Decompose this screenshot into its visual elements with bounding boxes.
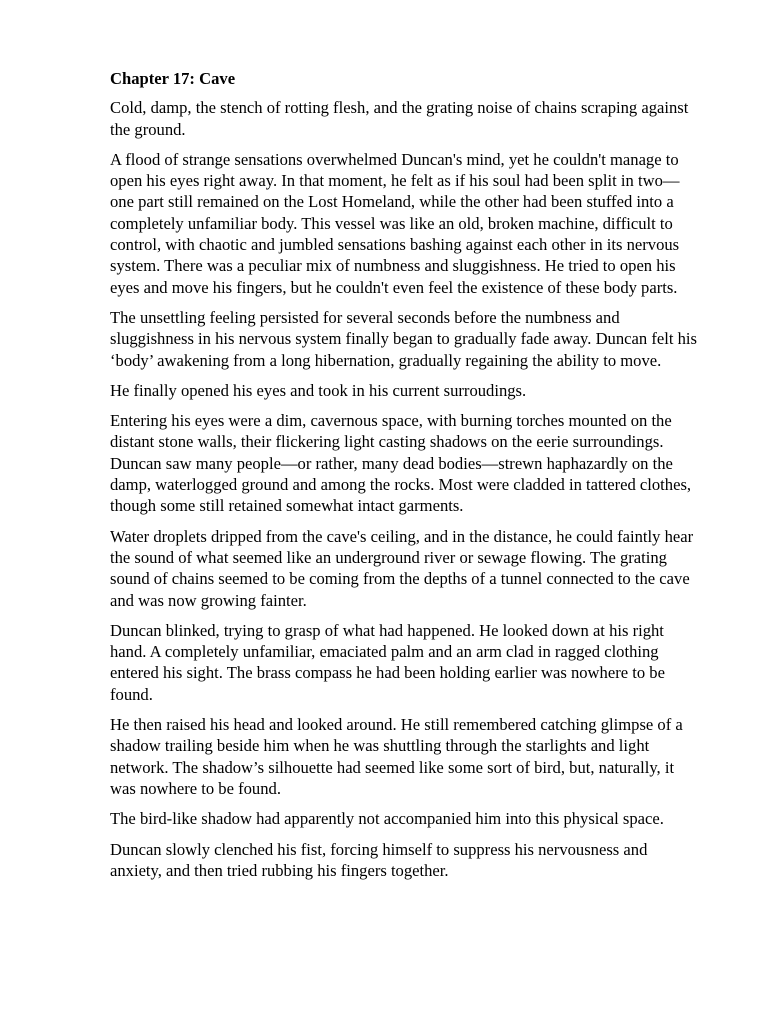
- chapter-title: Chapter 17: Cave: [110, 69, 236, 88]
- paragraph: Duncan slowly clenched his fist, forcing himself to suppress his nervousness and anxiety, and then tried rubbing his fingers together.: [110, 839, 648, 880]
- paragraph: Water droplets dripped from the cave's ceiling, and in the distance, he could faintly hear the sound of what seemed like an underground river or sewage flowing. The grating sound of chains seemed to be coming from the depths of a tunnel connected to the cave and was now growing fainter.: [110, 526, 694, 610]
- paragraph: The bird-like shadow had apparently not accompanied him into this physical space.: [110, 809, 664, 829]
- paragraph: Cold, damp, the stench of rotting flesh, and the grating noise of chains scraping against the ground.: [110, 98, 689, 139]
- paragraph: A flood of strange sensations overwhelmed Duncan's mind, yet he couldn't manage to open his eyes right away. In that moment, he felt as if his soul had been split in two—one part still remained on the Lost Homeland, while the other had been stuffed into a completely unfamiliar body. This vessel was like an old, broken machine, difficult to control, with chaotic and jumbled sensations bashing against each other in its nervous system. There was a peculiar mix of numbness and sluggishness. He tried to open his eyes and move his fingers, but he couldn't even feel the existence of these body parts.: [110, 149, 680, 297]
- document-page: [110, 68, 702, 890]
- paragraph: He then raised his head and looked around. He still remembered catching glimpse of a shadow trailing beside him when he was shuttling through the starlights and light network. The shadow’s silhouette had seemed like some sort of bird, but, naturally, it was nowhere to be found.: [110, 715, 683, 798]
- paragraph: He finally opened his eyes and took in his current surroudings.: [110, 380, 527, 400]
- paragraph: Entering his eyes were a dim, cavernous space, with burning torches mounted on the distant stone walls, their flickering light casting shadows on the eerie surroundings. Duncan saw many people—or rather, many dead bodies—strewn haphazardly on the damp, waterlogged ground and among the rocks. Most were cladded in tattered clothes, though some still retained somewhat intact garments.: [110, 411, 692, 516]
- paragraph: Duncan blinked, trying to grasp of what had happened. He looked down at his right hand. A completely unfamiliar, emaciated palm and an arm clad in ragged clothing entered his sight. The brass compass he had been holding earlier was nowhere to be found.: [110, 620, 665, 704]
- paragraph: The unsettling feeling persisted for several seconds before the numbness and sluggishness in his nervous system finally began to gradually fade away. Duncan felt his ‘body’ awakening from a long hibernation, gradually regaining the ability to move.: [110, 307, 697, 370]
